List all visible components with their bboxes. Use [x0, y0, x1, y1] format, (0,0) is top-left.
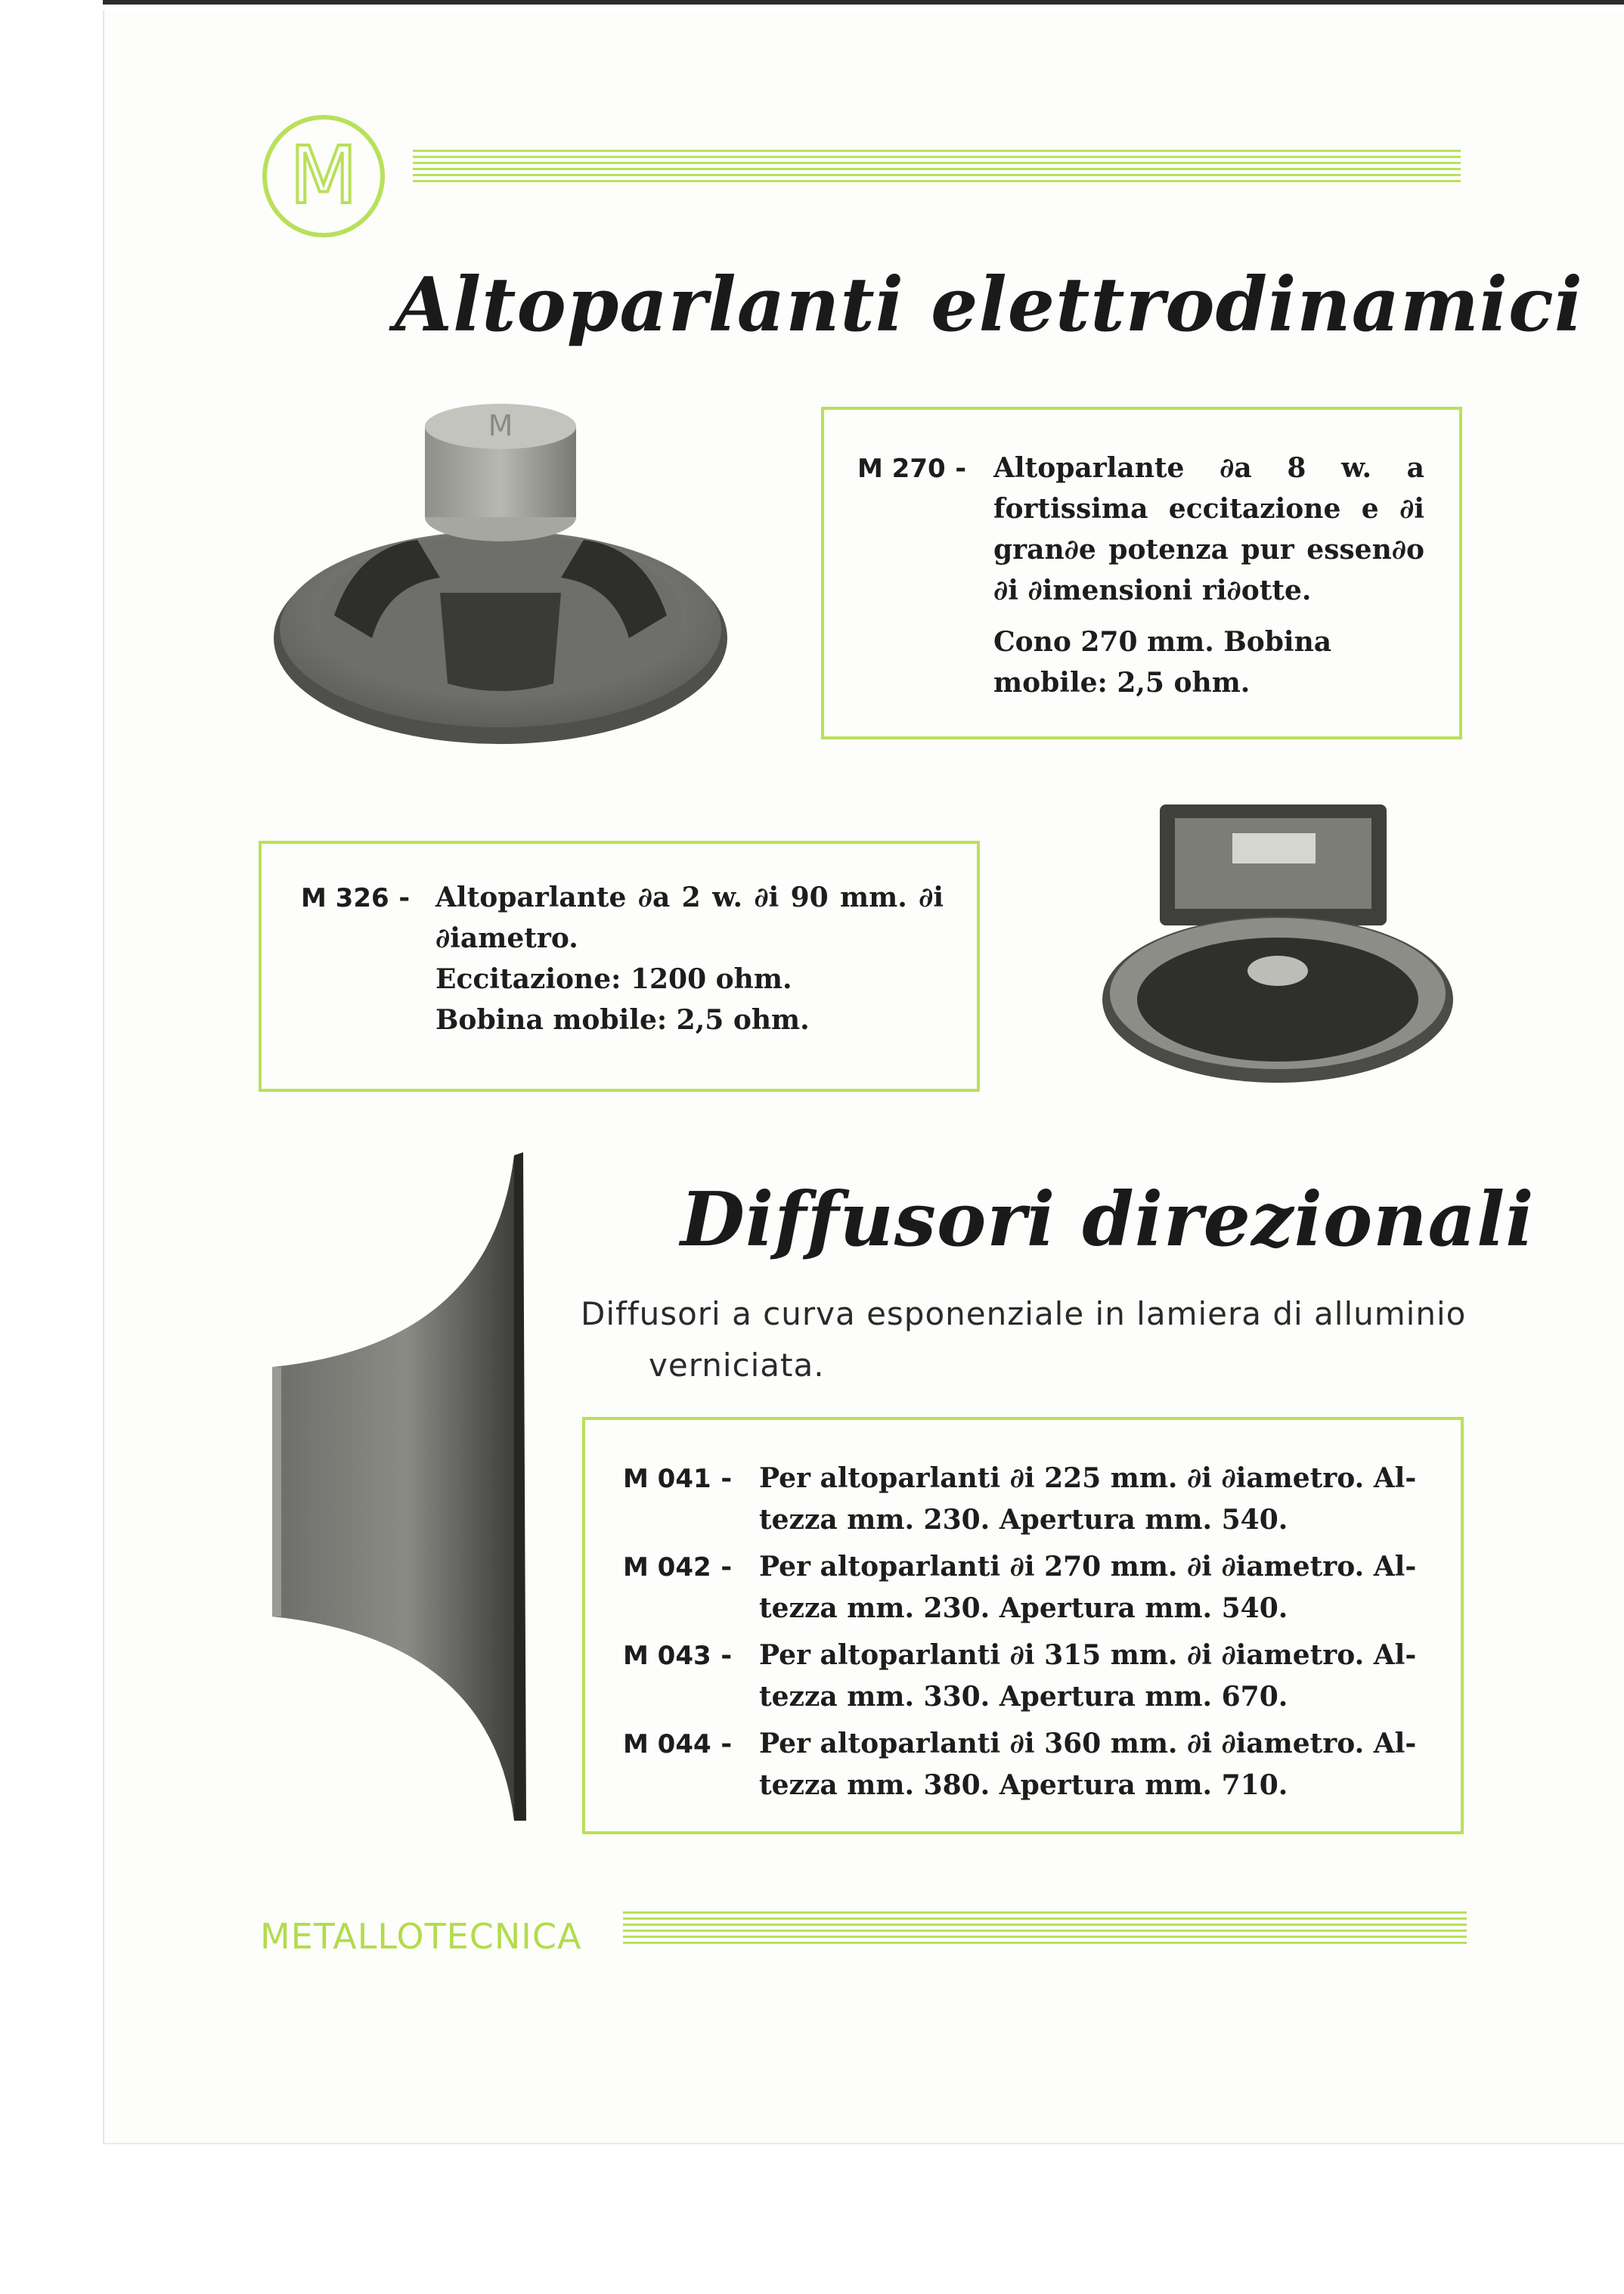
diffuser-code: M 044	[623, 1729, 711, 1759]
diffuser-line2: tezza mm. 330. Apertura mm. 670.	[759, 1681, 1288, 1713]
diffuser-line1: Per altoparlanti ∂i 270 mm. ∂i ∂iametro. Al-	[759, 1551, 1417, 1583]
product-description-m270: Altoparlante ∂a 8 w. a fortissima eccitazione e ∂i gran∂e potenza pur essen∂o ∂i ∂imensioni ri∂otte.	[993, 452, 1424, 606]
speaker-m270-image	[266, 389, 735, 752]
diffuser-line1: Per altoparlanti ∂i 360 mm. ∂i ∂iametro. Al-	[759, 1728, 1417, 1759]
diffusers-intro-line1: Diffusori a curva esponenziale in lamiera di alluminio	[581, 1295, 1467, 1332]
separator: -	[398, 882, 411, 913]
diffuser-line2: tezza mm. 230. Apertura mm. 540.	[759, 1504, 1288, 1536]
section-title-diffusers: Diffusori direzionali	[680, 1176, 1535, 1263]
diffuser-item	[623, 1723, 1427, 1806]
product-description-m326: Altoparlante ∂a 2 w. ∂i 90 mm. ∂i ∂iametro.	[435, 882, 944, 954]
diffuser-item	[623, 1546, 1427, 1629]
page-top-edge	[103, 0, 1624, 5]
product-m270-text	[857, 448, 1424, 703]
separator: -	[721, 1639, 733, 1671]
diffuser-code: M 041	[623, 1464, 711, 1494]
diffuser-line2: tezza mm. 230. Apertura mm. 540.	[759, 1592, 1288, 1624]
svg-text:M: M	[488, 409, 513, 442]
separator: -	[721, 1728, 733, 1759]
metallotecnica-logo	[261, 113, 386, 239]
speaker-m326-image	[1096, 795, 1459, 1090]
separator: -	[721, 1551, 733, 1583]
diffuser-line1: Per altoparlanti ∂i 315 mm. ∂i ∂iametro. Al-	[759, 1639, 1417, 1671]
footer-brand: METALLOTECNICA	[260, 1916, 582, 1957]
separator: -	[721, 1462, 733, 1494]
diffuser-code: M 043	[623, 1641, 711, 1671]
diffuser-code: M 042	[623, 1552, 711, 1583]
diffuser-item	[623, 1458, 1427, 1540]
product-code-m270: M 270	[857, 454, 946, 484]
diffuser-line1: Per altoparlanti ∂i 225 mm. ∂i ∂iametro. Al-	[759, 1462, 1417, 1494]
diffusers-list	[623, 1458, 1427, 1806]
separator: -	[955, 452, 967, 484]
diffusers-intro-line2: verniciata.	[649, 1347, 825, 1384]
product-m326-text	[301, 877, 944, 1040]
product-excitation-m326: Eccitazione: 1200 ohm.	[435, 963, 792, 995]
diffuser-item	[623, 1635, 1427, 1717]
product-code-m326: M 326	[301, 883, 389, 913]
horn-diffuser-image	[265, 1148, 529, 1828]
section-title-loudspeakers: Altoparlanti elettrodinamici	[395, 262, 1583, 349]
footer-rule	[623, 1911, 1467, 1946]
header-rule	[413, 150, 1461, 184]
logo-letter: M	[290, 129, 358, 222]
diffuser-line2: tezza mm. 380. Apertura mm. 710.	[759, 1769, 1288, 1801]
product-coil-m326: Bobina mobile: 2,5 ohm.	[435, 1004, 810, 1036]
product-specs-m270: Cono 270 mm. Bobina mobile: 2,5 ohm.	[993, 626, 1332, 699]
